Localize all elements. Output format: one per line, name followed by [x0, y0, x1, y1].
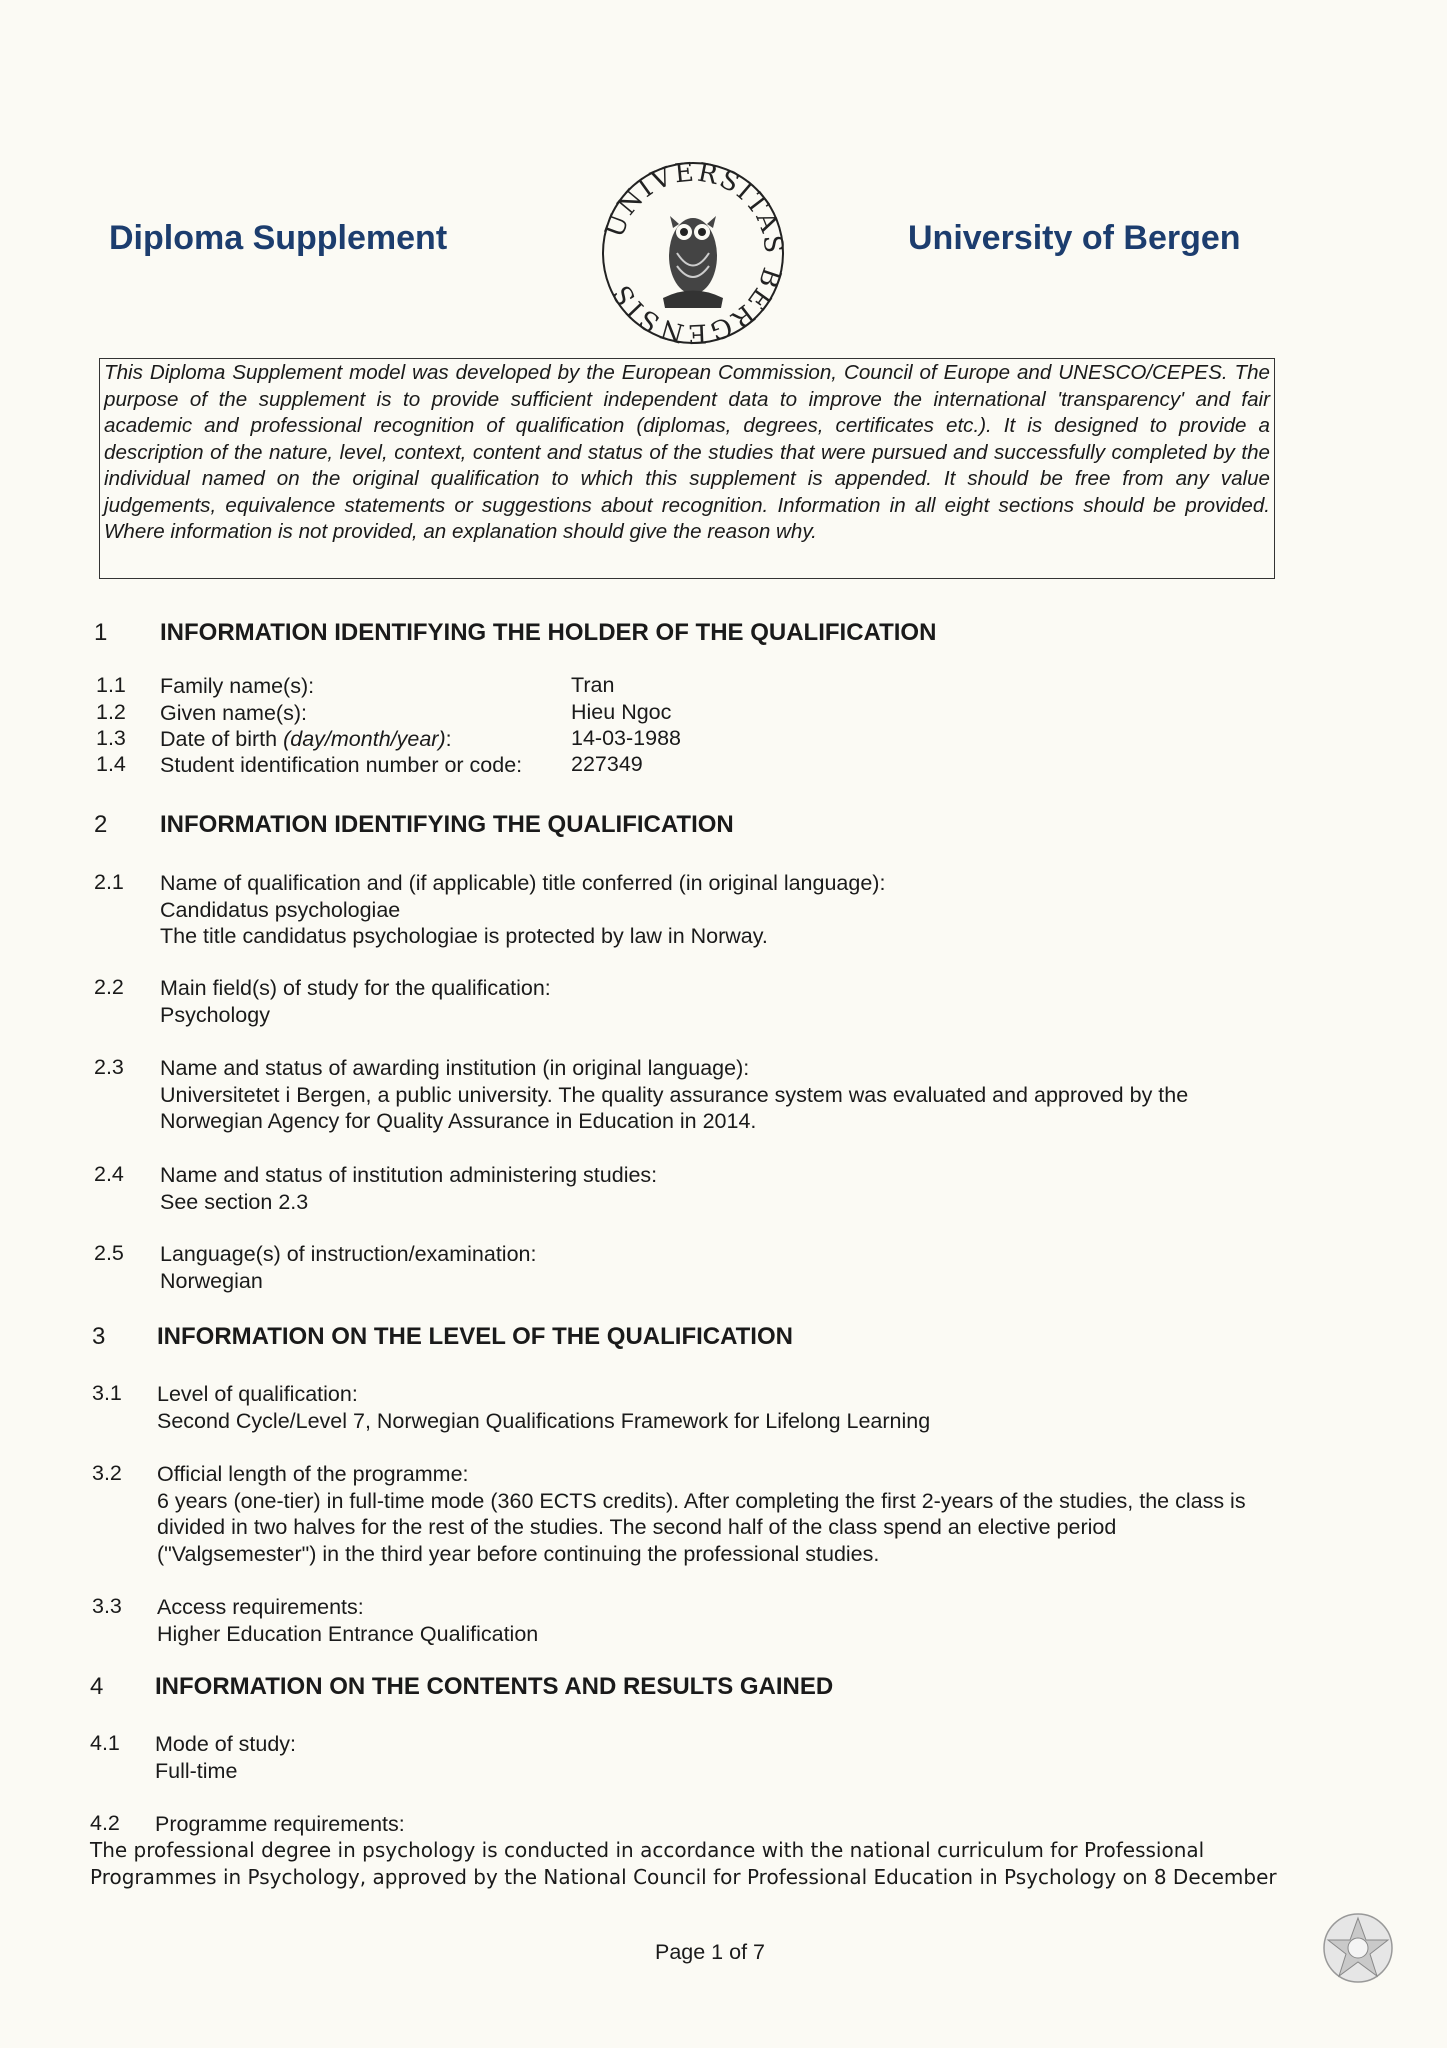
family-name-value: Tran: [571, 673, 615, 697]
date-of-birth-label: [160, 726, 452, 753]
line: See section 2.3: [160, 1189, 309, 1214]
line: ("Valgsemester") in the third year before continuing the professional studies.: [157, 1541, 880, 1566]
administering-institution-block: [160, 1162, 1360, 1215]
row-1-3-number: 1.3: [96, 726, 126, 750]
item-4-2-number: 4.2: [90, 1811, 120, 1835]
line: Higher Education Entrance Qualification: [157, 1621, 539, 1646]
item-2-1-number: 2.1: [94, 870, 124, 894]
mode-of-study-block: [155, 1731, 1355, 1784]
university-seal-icon: [593, 158, 793, 348]
line: Name of qualification and (if applicable) title conferred (in original language):: [160, 871, 886, 895]
line: Language(s) of instruction/examination:: [160, 1242, 537, 1266]
date-of-birth-label-text: Date of birth: [160, 727, 284, 751]
date-format-hint: (day/month/year): [283, 727, 446, 751]
line: Full-time: [155, 1758, 238, 1783]
section-4-number: 4: [90, 1673, 104, 1700]
item-3-1-number: 3.1: [92, 1381, 122, 1405]
hologram-seal-icon: [1320, 1910, 1396, 1986]
section-2-number: 2: [94, 811, 108, 838]
language-block: [160, 1241, 1360, 1294]
line: Psychology: [160, 1002, 270, 1027]
page-number: Page 1 of 7: [655, 1940, 765, 1964]
line: Name and status of awarding institution (in original language):: [160, 1056, 750, 1080]
line: Official length of the programme:: [157, 1462, 469, 1486]
line: Norwegian: [160, 1268, 263, 1293]
line: The title candidatus psychologiae is protected by law in Norway.: [160, 924, 768, 948]
line: Norwegian Agency for Quality Assurance in Education in 2014.: [160, 1109, 757, 1133]
family-name-label: Family name(s):: [160, 674, 315, 698]
student-id-label: Student identification number or code:: [160, 753, 523, 777]
line: Name and status of institution administering studies:: [160, 1163, 658, 1187]
line: Candidatus psychologiae: [160, 897, 401, 922]
given-name-label: Given name(s):: [160, 701, 307, 725]
line: The professional degree in psychology is conducted in accordance with the national curriculum for Professional: [90, 1838, 1205, 1862]
item-3-3-number: 3.3: [92, 1594, 122, 1618]
date-of-birth-colon: :: [445, 727, 452, 751]
item-2-5-number: 2.5: [94, 1241, 124, 1265]
intro-disclaimer: This Diploma Supplement model was developed by the European Commission, Council of Europe and UNESCO/CEPES. The purpose of the supplement is to provide sufficient independent data to improve the international 'transparency' and fair academic and professional recognition of qualification (diplomas, degrees, certificates etc.). It is designed to provide a description of the nature, level, context, content and status of the studies that were pursued and successfully completed by the individual named on the original qualification to which this supplement is appended. It should be free from any value judgements, equivalence statements or suggestions about recognition. Information in all eight sections should be provided. Where information is not provided, an explanation should give the reason why.: [99, 358, 1275, 579]
line: Second Cycle/Level 7, Norwegian Qualifications Framework for Lifelong Learning: [157, 1408, 931, 1433]
line: Programmes in Psychology, approved by the National Council for Professional Education in Psychology on 8 December: [90, 1865, 1277, 1889]
university-name: University of Bergen: [908, 219, 1241, 257]
line: 6 years (one-tier) in full-time mode (360 ECTS credits). After completing the first 2-years of the studies, the class is: [157, 1488, 1246, 1513]
level-block: [157, 1381, 1357, 1434]
item-3-2-number: 3.2: [92, 1461, 122, 1485]
row-1-4-number: 1.4: [96, 752, 126, 776]
section-3-number: 3: [92, 1323, 106, 1350]
student-id-value: 227349: [571, 752, 643, 776]
section-3-heading: INFORMATION ON THE LEVEL OF THE QUALIFICATION: [157, 1323, 793, 1350]
access-requirements-block: [157, 1594, 1357, 1647]
date-of-birth-value: 14-03-1988: [571, 726, 681, 750]
item-2-2-number: 2.2: [94, 975, 124, 999]
programme-length-block: [157, 1461, 1367, 1567]
line: Main field(s) of study for the qualification:: [160, 976, 551, 1000]
line: Access requirements:: [157, 1595, 364, 1619]
line: Universitetet i Bergen, a public university. The quality assurance system was evaluated and approved by the: [160, 1082, 1189, 1107]
main-field-block: [160, 975, 1360, 1028]
section-2-heading: INFORMATION IDENTIFYING THE QUALIFICATION: [160, 811, 734, 838]
section-1-number: 1: [94, 619, 108, 646]
section-1-heading: INFORMATION IDENTIFYING THE HOLDER OF THE QUALIFICATION: [160, 619, 937, 646]
line: divided in two halves for the rest of the studies. The second half of the class spend an elective period: [157, 1515, 1117, 1539]
row-1-1-number: 1.1: [96, 673, 126, 697]
awarding-institution-block: [160, 1055, 1360, 1135]
qualification-name-block: [160, 870, 1360, 950]
item-4-1-number: 4.1: [90, 1731, 120, 1755]
seal-ring-text: UNIVERSITAS BERGENSIS: [599, 158, 789, 348]
programme-requirements-text: [90, 1837, 1350, 1891]
line: Level of qualification:: [157, 1382, 358, 1406]
given-name-value: Hieu Ngoc: [571, 700, 672, 724]
item-2-3-number: 2.3: [94, 1055, 124, 1079]
document-title: Diploma Supplement: [109, 219, 448, 257]
programme-requirements-label: Programme requirements:: [155, 1812, 405, 1836]
row-1-2-number: 1.2: [96, 700, 126, 724]
item-2-4-number: 2.4: [94, 1162, 124, 1186]
line: Mode of study:: [155, 1732, 297, 1756]
section-4-heading: INFORMATION ON THE CONTENTS AND RESULTS GAINED: [155, 1673, 834, 1700]
